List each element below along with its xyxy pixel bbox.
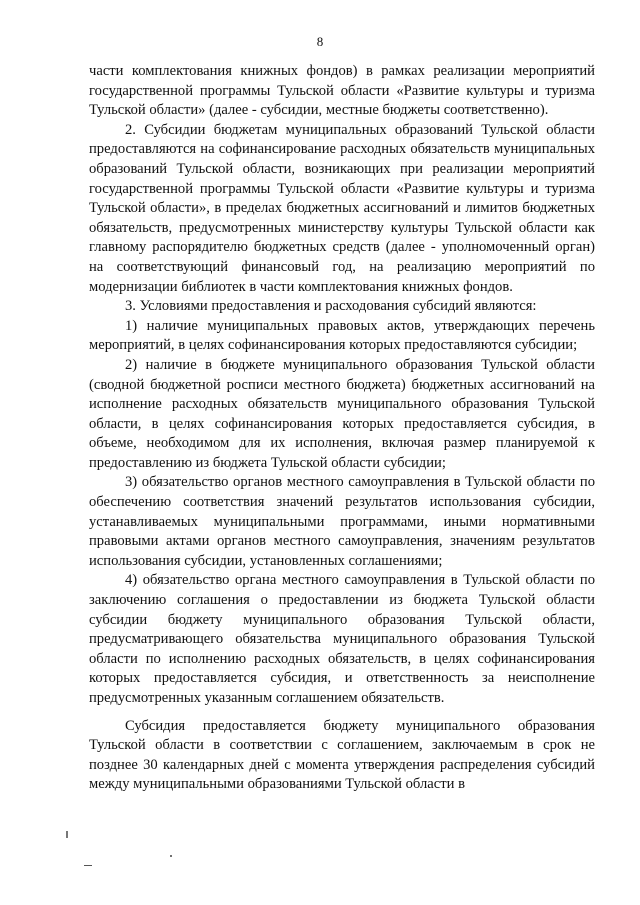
paragraph-subsidy-agreement: Субсидия предоставляется бюджету муниципального образования Тульской области в соответствии с соглашением, заключаемым в срок не позднее 30 календарных дней с момента утверждения распределения субсидий между муниципальными образованиями Тульской области в: [89, 717, 595, 793]
paragraph-continuation: части комплектования книжных фондов) в рамках реализации мероприятий государственной программы Тульской области «Развитие культуры и туризма Тульской области» (далее - субсидии, местные бюджеты соответственно).: [89, 63, 595, 119]
scan-margin-mark: [66, 831, 68, 838]
paragraph-item-2: 2. Субсидии бюджетам муниципальных образований Тульской области предоставляются на софинансирование расходных обязательств муниципальных образований Тульской области, возникающих при реализации мероприятий государственной программы Тульской области «Развитие культуры и туризма Тульской области», в пределах бюджетных ассигнований и лимитов бюджетных обязательств, предусмотренных министерству культуры Тульской области как главному распорядителю бюджетных средств (далее - уполномоченный орган) на соответствующий финансовый год, на реализацию мероприятий по модернизации библиотек в части комплектования книжных фондов.: [89, 121, 595, 295]
scan-dot-mark: [170, 855, 172, 857]
paragraph-condition-4: 4) обязательство органа местного самоуправления в Тульской области по заключению соглашения о предоставлении из бюджета Тульской области субсидии бюджету муниципального образования Тульской области, предусматривающего обязательства муниципального образования Тульской области по исполнению расходных обязательств, в целях софинансирования которых предоставляется субсидия, и ответственность за неисполнение предусмотренных указанным соглашением обязательств.: [89, 572, 595, 706]
document-body: [89, 62, 595, 795]
scan-tick-mark: [84, 865, 92, 866]
paragraph-condition-3: 3) обязательство органов местного самоуправления в Тульской области по обеспечению соответствия значений результатов использования субсидии, устанавливаемых муниципальными программами, иными нормативными правовыми актами органов местного самоуправления, значениям результатов использования субсидии, установленных соглашениями;: [89, 474, 595, 569]
paragraph-item-3: 3. Условиями предоставления и расходования субсидий являются:: [125, 298, 537, 315]
paragraph-condition-2: 2) наличие в бюджете муниципального образования Тульской области (сводной бюджетной росписи местного бюджета) бюджетных ассигнований на исполнение расходных обязательств муниципального образования Тульской области, в целях софинансирования которых предоставляется субсидия, в объеме, необходимом для их исполнения, включая размер планируемой к предоставлению из бюджета Тульской области субсидии;: [89, 356, 595, 471]
page-number: 8: [316, 34, 324, 49]
paragraph-condition-1: 1) наличие муниципальных правовых актов, утверждающих перечень мероприятий, в целях софинансирования которых предоставляются субсидии;: [89, 317, 595, 354]
